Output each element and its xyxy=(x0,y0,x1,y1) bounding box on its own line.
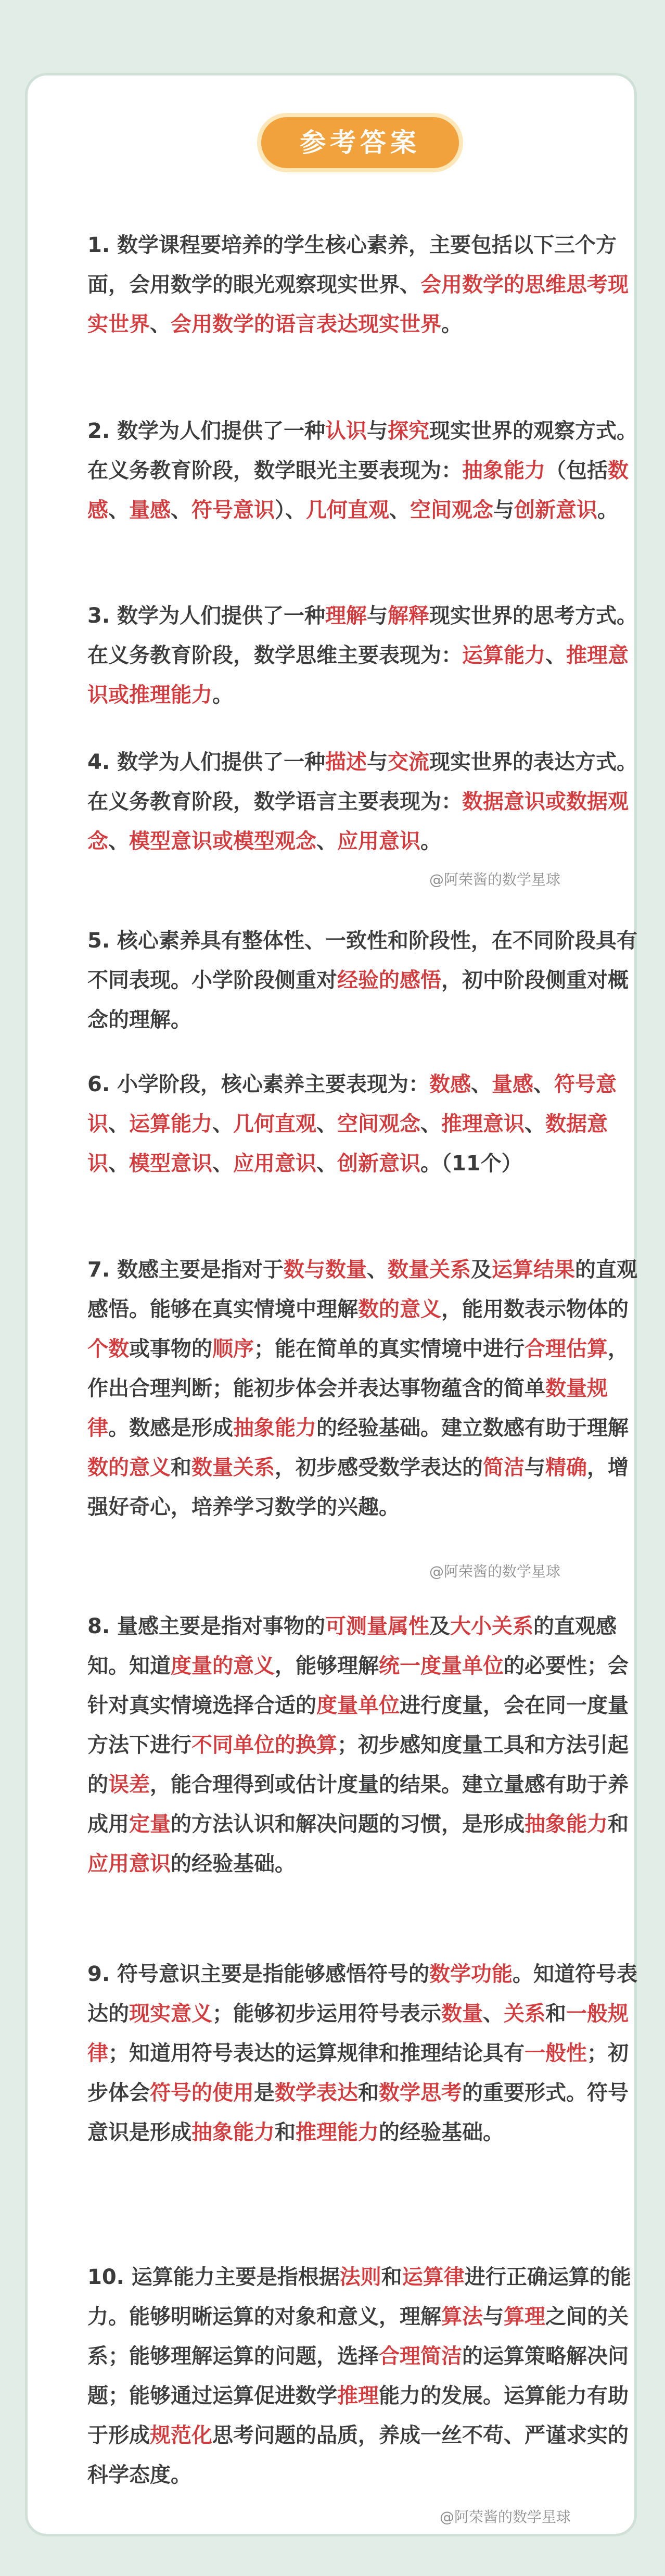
highlighted-term: 空间观念 xyxy=(410,498,493,522)
answer-text: 的必要性；会针对真实情境选择合适的 xyxy=(87,1654,629,1718)
answer-text: 6. 小学阶段，核心素养主要表现为： xyxy=(87,1072,429,1096)
highlighted-term: 抽象能力 xyxy=(525,1812,608,1836)
highlighted-term: 数学思考 xyxy=(379,2081,462,2105)
answer-item-10 xyxy=(87,2257,640,2495)
answer-text: 现实世界的思考方式。在义务教育阶段，数学思维主要表现为： xyxy=(87,604,637,667)
answer-text: 、 xyxy=(483,2002,504,2026)
highlighted-term: 运算能力 xyxy=(129,1112,212,1136)
answer-text: 是 xyxy=(254,2081,275,2105)
answer-text: 与 xyxy=(483,2305,504,2329)
highlighted-term: 误差 xyxy=(108,1773,150,1797)
watermark: @阿荣酱的数学星球 xyxy=(440,2508,571,2526)
answer-text: 、 xyxy=(525,1112,545,1136)
highlighted-term: 符号意识 xyxy=(87,1072,617,1136)
highlighted-term: 数量关系 xyxy=(387,1258,471,1282)
highlighted-term: 数学功能 xyxy=(429,1962,513,1986)
highlighted-term: 不同单位的换算 xyxy=(191,1733,337,1757)
answer-item-2 xyxy=(87,411,640,530)
highlighted-term: 抽象能力 xyxy=(462,459,545,483)
highlighted-term: 运算结果 xyxy=(491,1258,575,1282)
highlighted-term: 推理意识或推理能力 xyxy=(87,643,629,707)
highlighted-term: 几何直观 xyxy=(233,1112,316,1136)
answer-text: ；知道用符号表达的运算规律和推理结论具有 xyxy=(108,2041,525,2065)
answer-text: ，能够理解 xyxy=(275,1654,379,1678)
answer-text: 进行正确运算的能力。能够明晰运算的对象和意义，理解 xyxy=(87,2265,631,2329)
answer-item-4 xyxy=(87,742,640,861)
answer-text: 及 xyxy=(470,1258,492,1282)
answer-text: 的运算策略解决问题；能够通过运算促进数学 xyxy=(87,2344,629,2408)
answer-text: 1. 数学课程要培养的学生核心素养，主要包括以下三个方面，会用数学的眼光观察现实世界、 xyxy=(87,233,617,297)
highlighted-term: 几何直观 xyxy=(306,498,389,522)
answer-text: ；能在简单的真实情境中进行 xyxy=(254,1337,525,1361)
answer-text: ，能合理得到或估计度量的结果。建立量感有助于养成用 xyxy=(87,1773,629,1836)
answer-text: 、 xyxy=(171,498,191,522)
answer-text: 的直观感悟。能够在真实情境中理解 xyxy=(87,1258,637,1321)
answer-text: 。 xyxy=(212,683,233,707)
answer-text: 7. 数感主要是指对于 xyxy=(87,1258,284,1282)
highlighted-term: 数据意识或数据观念 xyxy=(87,790,629,853)
highlighted-term: 模型意识 xyxy=(129,1152,212,1176)
answer-text: 和 xyxy=(381,2265,402,2289)
highlighted-term: 个数 xyxy=(87,1337,129,1361)
highlighted-term: 一般规律 xyxy=(87,2002,629,2065)
answer-text: 和 xyxy=(358,2081,379,2105)
answer-text: 、 xyxy=(108,1112,129,1136)
highlighted-term: 关系 xyxy=(504,2002,545,2026)
highlighted-term: 空间观念 xyxy=(337,1112,420,1136)
answer-text: 9. 符号意识主要是指能够感悟符号的 xyxy=(87,1962,429,1986)
answer-text: 、 xyxy=(545,643,566,667)
answer-text: （包括 xyxy=(545,459,608,483)
answer-text: 与 xyxy=(366,419,388,443)
highlighted-term: 模型意识或模型观念 xyxy=(129,829,316,853)
highlighted-term: 会用数学的思维思考现实世界 xyxy=(87,273,629,336)
answer-text: 5. 核心素养具有整体性、一致性和阶段性，在不同阶段具有不同表现。小学阶段侧重对 xyxy=(87,929,637,992)
answer-text: 10. 运算能力主要是指根据 xyxy=(87,2265,340,2289)
answer-text: ；初步感知度量工具和方法引起的 xyxy=(87,1733,629,1797)
answer-text: 、 xyxy=(366,1258,388,1282)
answer-text: 。知道符号表达的 xyxy=(87,1962,637,2026)
highlighted-term: 度量的意义 xyxy=(171,1654,275,1678)
highlighted-term: 算法 xyxy=(441,2305,483,2329)
answer-text: 与 xyxy=(366,750,388,774)
answer-item-3 xyxy=(87,596,640,715)
answer-text: 、 xyxy=(316,1112,337,1136)
answer-text: 、 xyxy=(108,498,129,522)
answer-item-6 xyxy=(87,1065,640,1183)
highlighted-term: 现实意义 xyxy=(129,2002,212,2026)
watermark: @阿荣酱的数学星球 xyxy=(429,1563,561,1580)
highlighted-term: 简洁 xyxy=(483,1456,525,1480)
highlighted-term: 运算律 xyxy=(402,2265,465,2289)
highlighted-term: 探究 xyxy=(387,419,429,443)
answer-text: 与 xyxy=(493,498,514,522)
highlighted-term: 量感 xyxy=(491,1072,533,1096)
answer-text: 之间的关系；能够理解运算的问题，选择 xyxy=(87,2305,629,2368)
answer-text: 2. 数学为人们提供了一种 xyxy=(87,419,325,443)
answer-text: 8. 量感主要是指对事物的 xyxy=(87,1614,325,1638)
highlighted-term: 运算能力 xyxy=(462,643,545,667)
answer-text: 、 xyxy=(316,829,337,853)
answer-text: 与 xyxy=(366,604,388,628)
answer-item-8 xyxy=(87,1607,640,1884)
answer-text: 能力的发展。运算能力有助于形成 xyxy=(87,2384,629,2447)
answer-text: 、 xyxy=(212,1152,233,1176)
answer-text: ；初步体会 xyxy=(87,2041,629,2105)
answer-item-7 xyxy=(87,1250,640,1527)
answer-text: 、 xyxy=(108,1152,129,1176)
answer-text: ，能用数表示物体的 xyxy=(441,1297,629,1321)
highlighted-term: 数量关系 xyxy=(191,1456,275,1480)
answer-text: 、 xyxy=(108,829,129,853)
answer-text: 及 xyxy=(429,1614,450,1638)
answer-item-5 xyxy=(87,921,640,1040)
answer-text: 、 xyxy=(316,1152,337,1176)
highlighted-term: 符号意识 xyxy=(191,498,275,522)
answer-text: 、 xyxy=(212,1112,233,1136)
answer-text: 或事物的 xyxy=(129,1337,212,1361)
highlighted-term: 精确 xyxy=(545,1456,587,1480)
highlighted-term: 应用意识 xyxy=(337,829,420,853)
highlighted-term: 抽象能力 xyxy=(191,2120,275,2144)
highlighted-term: 大小关系 xyxy=(450,1614,533,1638)
answer-text: 与 xyxy=(525,1456,545,1480)
answer-text: 的重要形式。符号意识是形成 xyxy=(87,2081,629,2144)
answer-text: 和 xyxy=(545,2002,566,2026)
highlighted-term: 经验的感悟 xyxy=(337,968,441,992)
answer-text: 的经验基础。 xyxy=(379,2120,504,2144)
answer-item-9 xyxy=(87,1954,640,2152)
answer-text: ，初步感受数学表达的 xyxy=(275,1456,483,1480)
answer-text: 进行度量，会在同一度量方法下进行 xyxy=(87,1694,629,1757)
answer-text: 的经验基础。建立数感有助于理解 xyxy=(316,1416,629,1440)
answer-card xyxy=(25,73,637,2536)
highlighted-term: 创新意识 xyxy=(337,1152,420,1176)
answer-text: 的直观感知。知道 xyxy=(87,1614,617,1678)
highlighted-term: 创新意识 xyxy=(514,498,597,522)
answer-text: 、 xyxy=(533,1072,554,1096)
answer-title-badge: 参考答案 xyxy=(257,113,463,172)
highlighted-term: 推理意识 xyxy=(441,1112,525,1136)
highlighted-term: 认识 xyxy=(325,419,367,443)
highlighted-term: 推理能力 xyxy=(296,2120,379,2144)
highlighted-term: 数量规律 xyxy=(87,1377,608,1440)
highlighted-term: 算理 xyxy=(504,2305,545,2329)
answer-text: 的经验基础。 xyxy=(171,1852,296,1876)
highlighted-term: 数感 xyxy=(87,459,629,522)
answer-text: ，增强好奇心，培养学习数学的兴趣。 xyxy=(87,1456,629,1519)
highlighted-term: 定量 xyxy=(129,1812,171,1836)
highlighted-term: 推理 xyxy=(337,2384,379,2408)
answer-text: 。数感是形成 xyxy=(108,1416,233,1440)
highlighted-term: 理解 xyxy=(325,604,367,628)
highlighted-term: 可测量属性 xyxy=(325,1614,429,1638)
answer-text: 和 xyxy=(608,1812,629,1836)
answer-text: 4. 数学为人们提供了一种 xyxy=(87,750,325,774)
answer-text: 3. 数学为人们提供了一种 xyxy=(87,604,325,628)
answer-text: 。 xyxy=(597,498,618,522)
answer-text: 、 xyxy=(389,498,410,522)
answer-text: 的方法认识和解决问题的习惯，是形成 xyxy=(171,1812,525,1836)
answer-text: 。（11个） xyxy=(420,1152,522,1176)
answer-text: 。 xyxy=(420,829,441,853)
answer-text: 、 xyxy=(470,1072,492,1096)
highlighted-term: 数与数量 xyxy=(283,1258,367,1282)
highlighted-term: 量感 xyxy=(129,498,171,522)
highlighted-term: 应用意识 xyxy=(87,1852,171,1876)
answer-text: ，作出合理判断；能初步体会并表达事物蕴含的简单 xyxy=(87,1337,629,1400)
highlighted-term: 解释 xyxy=(387,604,429,628)
highlighted-term: 符号的使用 xyxy=(150,2081,254,2105)
answer-text: 、 xyxy=(420,1112,441,1136)
highlighted-term: 规范化 xyxy=(150,2423,212,2447)
watermark: @阿荣酱的数学星球 xyxy=(429,871,561,888)
highlighted-term: 统一度量单位 xyxy=(379,1654,504,1678)
highlighted-term: 数据意识 xyxy=(87,1112,608,1176)
highlighted-term: 数学表达 xyxy=(275,2081,358,2105)
highlighted-term: 应用意识 xyxy=(233,1152,316,1176)
highlighted-term: 法则 xyxy=(339,2265,381,2289)
answer-item-1 xyxy=(87,225,640,344)
highlighted-term: 合理估算 xyxy=(525,1337,608,1361)
answer-text: 和 xyxy=(275,2120,296,2144)
highlighted-term: 数的意义 xyxy=(87,1456,171,1480)
highlighted-term: 会用数学的语言表达现实世界 xyxy=(171,312,441,336)
answer-text: ；能够初步运用符号表示 xyxy=(212,2002,441,2026)
answer-text: 和 xyxy=(171,1456,191,1480)
answer-text: 。 xyxy=(441,312,462,336)
highlighted-term: 抽象能力 xyxy=(233,1416,316,1440)
highlighted-term: 数感 xyxy=(429,1072,471,1096)
highlighted-term: 数量 xyxy=(441,2002,483,2026)
answer-text: ，初中阶段侧重对概念的理解。 xyxy=(87,968,629,1032)
highlighted-term: 合理简洁 xyxy=(379,2344,462,2368)
highlighted-term: 交流 xyxy=(387,750,429,774)
highlighted-term: 顺序 xyxy=(212,1337,254,1361)
answer-text: 、 xyxy=(150,312,171,336)
answer-text: 现实世界的表达方式。在义务教育阶段，数学语言主要表现为： xyxy=(87,750,637,814)
highlighted-term: 一般性 xyxy=(525,2041,587,2065)
highlighted-term: 描述 xyxy=(325,750,367,774)
answer-text: 思考问题的品质，养成一丝不苟、严谨求实的科学态度。 xyxy=(87,2423,629,2487)
answer-text: 现实世界的观察方式。在义务教育阶段，数学眼光主要表现为： xyxy=(87,419,637,483)
highlighted-term: 度量单位 xyxy=(316,1694,400,1718)
highlighted-term: 数的意义 xyxy=(358,1297,441,1321)
answer-text: ）、 xyxy=(275,498,306,522)
